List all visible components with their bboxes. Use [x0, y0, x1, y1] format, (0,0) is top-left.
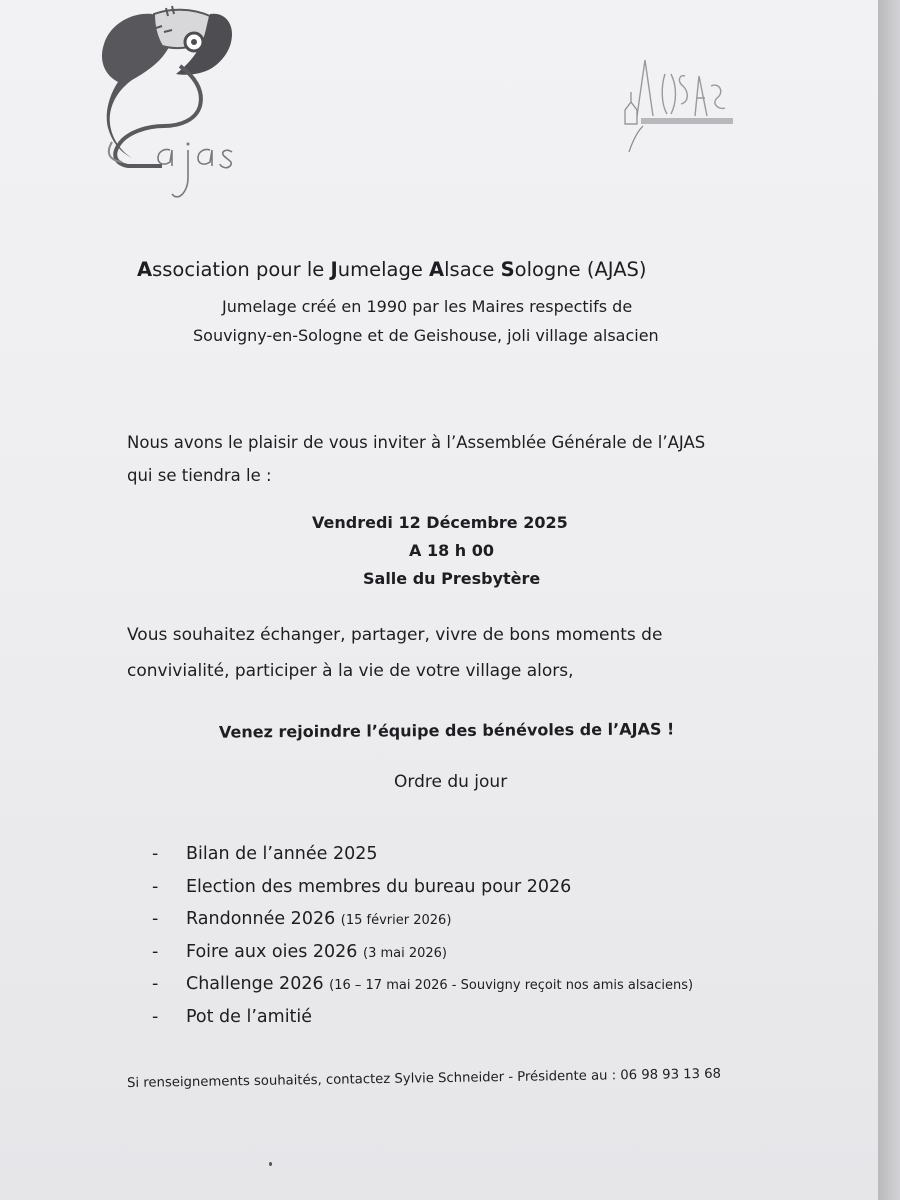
agenda-item	[152, 838, 693, 871]
subtitle-line-1: Jumelage créé en 1990 par les Maires respectifs de	[222, 297, 633, 316]
agenda-item-label: Challenge 2026	[186, 974, 330, 994]
ajas-dancer-logo-icon	[92, 2, 282, 212]
agenda-item	[152, 903, 693, 936]
paper-speck	[269, 1162, 272, 1166]
agenda-item-detail: (3 mai 2026)	[363, 945, 448, 961]
title-part: ologne (AJAS)	[514, 258, 647, 281]
bullet-dash: -	[152, 941, 159, 962]
agenda-item-label: Bilan de l’année 2025	[186, 844, 378, 864]
ajas-church-watermark	[615, 52, 745, 157]
agenda-item	[152, 1001, 693, 1034]
ajas-church-watermark-icon	[615, 52, 745, 157]
event-place: Salle du Presbytère	[363, 569, 541, 588]
title-initial-a: A	[137, 258, 153, 281]
event-time: A 18 h 00	[409, 541, 495, 560]
agenda-item-detail: (16 – 17 mai 2026 - Souvigny reçoit nos amis alsaciens)	[329, 978, 694, 993]
agenda-item-detail: (15 février 2026)	[340, 913, 452, 928]
title-initial-a2: A	[429, 258, 445, 281]
invitation-line-2: qui se tiendra le :	[127, 466, 272, 485]
agenda-item-label: Foire aux oies 2026	[186, 941, 363, 962]
agenda-list	[152, 838, 693, 1033]
invitation-line-1: Nous avons le plaisir de vous inviter à l’Assemblée Générale de l’AJAS	[127, 433, 706, 452]
agenda-item-label: Randonnée 2026	[186, 909, 341, 929]
agenda-item	[152, 936, 693, 969]
agenda-heading: Ordre du jour	[394, 772, 508, 792]
bullet-dash: -	[152, 909, 159, 929]
agenda-item-label: Pot de l’amitié	[186, 1006, 313, 1027]
appeal-line-1: Vous souhaitez échanger, partager, vivre de bons moments de	[127, 625, 663, 645]
title-part: ssociation pour le	[152, 258, 331, 281]
title-part: umelage	[337, 258, 430, 281]
agenda-item	[152, 968, 693, 1001]
event-date: Vendredi 12 Décembre 2025	[312, 513, 568, 532]
bullet-dash: -	[152, 876, 159, 897]
agenda-item	[152, 871, 693, 904]
bullet-dash: -	[152, 1006, 159, 1027]
bullet-dash: -	[152, 974, 159, 994]
page-edge-shadow	[878, 0, 900, 1200]
title-initial-j: J	[330, 258, 338, 281]
ajas-logo	[92, 2, 282, 212]
title-part: lsace	[444, 258, 501, 281]
agenda-item-label: Election des membres du bureau pour 2026	[186, 876, 572, 897]
subtitle-line-2: Souvigny-en-Sologne et de Geishouse, joli village alsacien	[193, 326, 659, 345]
appeal-line-2: convivialité, participer à la vie de votre village alors,	[127, 661, 574, 681]
contact-footer: Si renseignements souhaités, contactez Sylvie Schneider - Présidente au : 06 98 93 13 68	[127, 1066, 722, 1091]
title-initial-s: S	[500, 258, 515, 281]
bullet-dash: -	[152, 844, 159, 864]
association-title	[137, 258, 647, 281]
volunteer-callout: Venez rejoindre l’équipe des bénévoles de l’AJAS !	[218, 719, 675, 742]
